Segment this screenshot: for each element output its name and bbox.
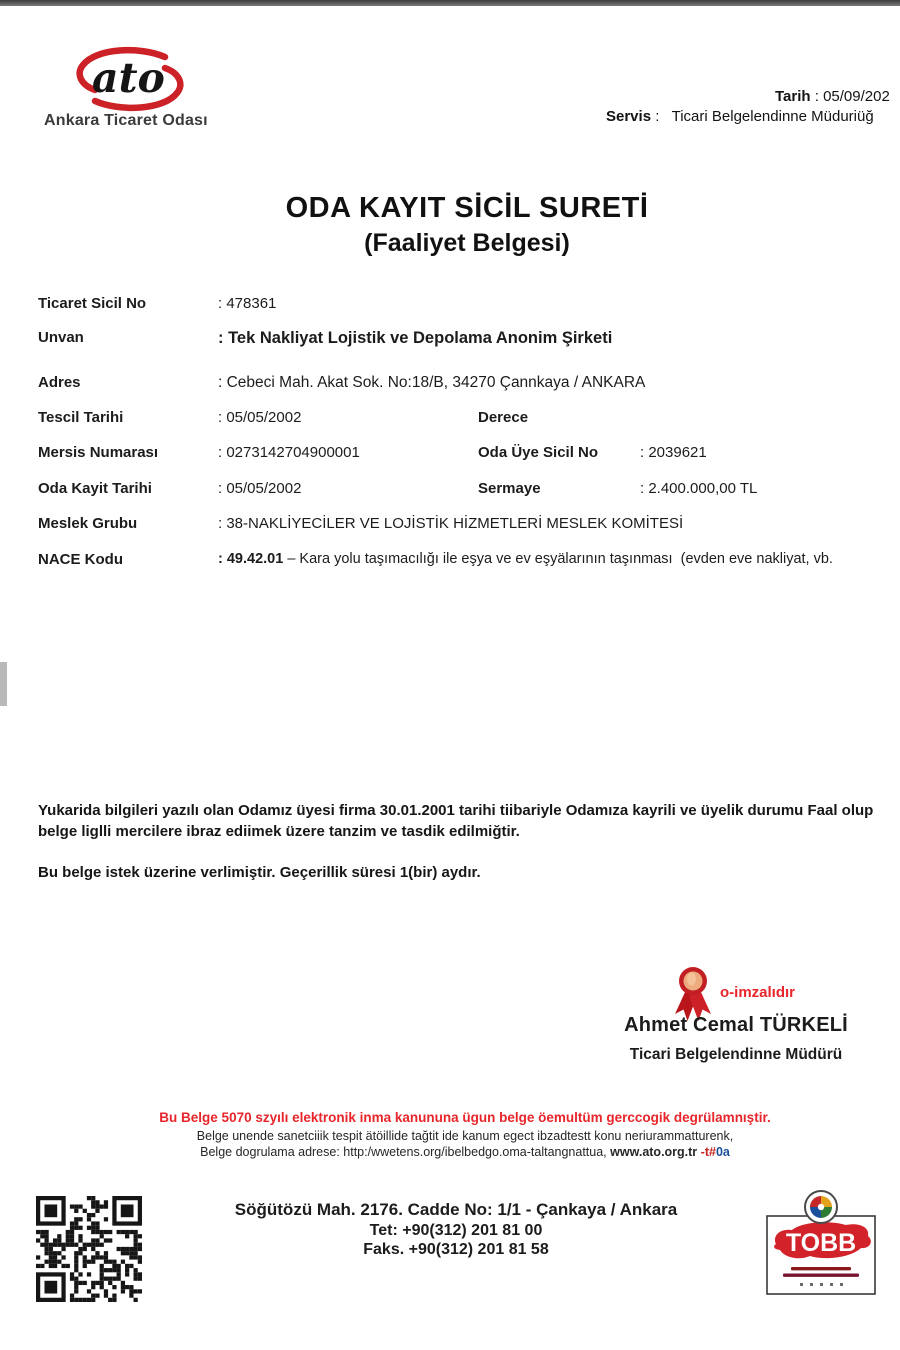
field-tescil-tarihi: [0, 409, 900, 433]
field-value-2: : 2.400.000,00 TL: [640, 480, 758, 497]
field-ticaret-sicil-no: [0, 295, 900, 319]
field-value: : 05/05/2002: [218, 409, 302, 426]
scan-top-edge: [0, 0, 900, 6]
statement-paragraph: Yukarida bilgileri yazılı olan Odamız üyesi firma 30.01.2001 tarihi tiibariyle Odamıza kayrili ve üyelik durumu Faal olup belge liglli mercilere ibraz ediimek üzere tanzim ve tasdik edilmiğtir.: [38, 802, 874, 841]
ato-logo-icon: [62, 46, 198, 117]
field-value: : Tek Nakliyat Lojistik ve Depolama Anonim Şirketi: [218, 329, 613, 347]
field-value: : 478361: [218, 295, 277, 312]
field-oda-kayit-tarihi: [0, 480, 900, 504]
nace-code: : 49.42.01: [218, 551, 288, 567]
field-label: Unvan: [38, 329, 84, 346]
scan-edge-artifact: [0, 662, 7, 706]
document-title: [0, 192, 900, 258]
service-value: : Ticari Belgelendinne Müduriüğ: [651, 108, 874, 125]
field-label: Oda Kayit Tarihi: [38, 480, 152, 497]
legal-notice-red: Bu Belge 5070 szyılı elektronik inma kanununa ügun belge öemultüm gerccogik degrülamnıştir.: [159, 1110, 771, 1125]
svg-text:ato: ato: [92, 54, 165, 102]
e-signature-label: o-imzalıdır: [720, 984, 796, 1001]
field-label-2: Sermaye: [478, 480, 541, 497]
validity-paragraph: Bu belge istek üzerine verlimiştir. Geçerillik süresi 1(bir) aydır.: [38, 864, 481, 881]
tobb-logo: [764, 1186, 878, 1303]
field-value: : Cebeci Mah. Akat Sok. No:18/B, 34270 Çannkaya / ANKARA: [218, 374, 646, 391]
footer-phone: Tet: +90(312) 201 81 00: [369, 1222, 543, 1239]
field-value: : 0273142704900001: [218, 444, 360, 461]
service-line: [606, 108, 874, 125]
field-value: : 05/05/2002: [218, 480, 302, 497]
nace-description: – Kara yolu taşımacılığı ile eşya ve ev eşyälarının taşınması (evden eve nakliyat, vb.: [287, 551, 833, 567]
field-label: Tescil Tarihi: [38, 409, 124, 426]
field-nace-kodu: [0, 551, 900, 575]
field-label: Mersis Numarası: [38, 444, 159, 461]
signer-name: Ahmet Cemal TÜRKELİ: [624, 1014, 848, 1036]
date-line: [775, 88, 890, 105]
field-value: [218, 551, 833, 567]
footer-fax: Faks. +90(312) 201 81 58: [363, 1241, 549, 1258]
service-label: Servis: [606, 108, 652, 125]
field-adres: [0, 374, 900, 398]
svg-text:TOBB: TOBB: [785, 1229, 857, 1257]
org-name: Ankara Ticaret Odası: [44, 112, 208, 129]
signer-title: Ticari Belgelendinne Müdürü: [629, 1046, 843, 1063]
field-value-2: : 2039621: [640, 444, 707, 461]
field-label: Adres: [38, 374, 81, 391]
verification-mark-red: -t#: [697, 1145, 716, 1159]
title-line-1: ODA KAYIT SİCİL SURETİ: [285, 192, 649, 224]
field-label-2: Derece: [478, 409, 529, 426]
field-label: Meslek Grubu: [38, 515, 138, 532]
field-unvan: [0, 329, 900, 353]
legal-notice-line2: Belge unende sanetciiik tespit ätöillide tağtit ide kanum egect ibzadtestt konu neriurammatturenk,: [196, 1129, 734, 1143]
field-mersis-numarasi: [0, 444, 900, 468]
title-line-2: (Faaliyet Belgesi): [364, 229, 570, 257]
date-label: Tarih: [775, 88, 811, 105]
footer-address: Söğütözü Mah. 2176. Cadde No: 1/1 - Çankaya / Ankara: [234, 1200, 678, 1219]
verification-prefix: Belge dogrulama adrese: http:/wwetens.org/ibelbedgo.oma-taltangnattua,: [200, 1145, 611, 1159]
field-label: NACE Kodu: [38, 551, 123, 568]
verification-line: [0, 1145, 900, 1159]
date-value: : 05/09/202: [810, 88, 890, 105]
field-meslek-grubu: [0, 515, 900, 539]
field-label: Ticaret Sicil No: [38, 295, 147, 312]
field-value: : 38-NAKLİYECİLER VE LOJİSTİK HİZMETLERİ MESLEK KOMİTESİ: [218, 515, 684, 532]
field-label-2: Oda Üye Sicil No: [478, 444, 599, 461]
verification-url: www.ato.org.tr: [610, 1145, 698, 1159]
verification-mark-blue: 0a: [715, 1145, 730, 1159]
